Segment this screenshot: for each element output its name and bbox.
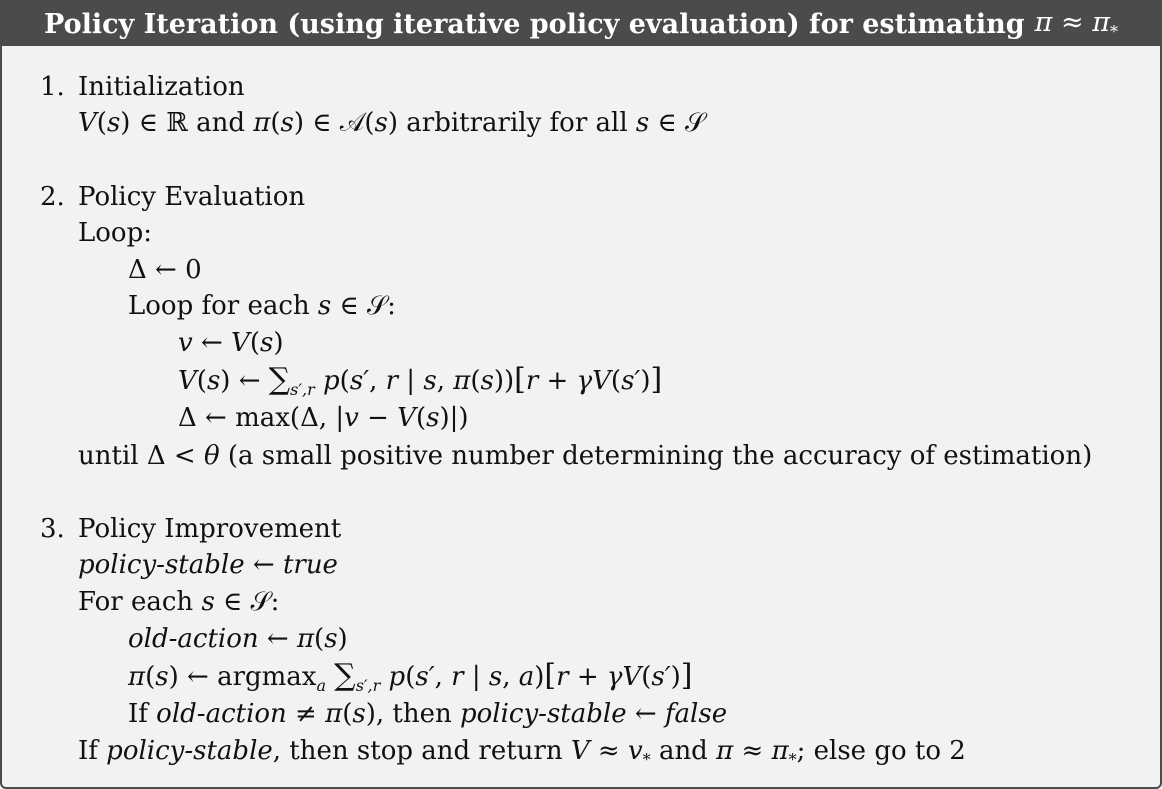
old-action-assign: old-action ← π(s) — [128, 624, 348, 654]
until-line: until Δ < θ (a small positive number determining the accuracy of estimation) — [78, 441, 1093, 471]
delta-init: Δ ← 0 — [128, 255, 202, 285]
v-assign: v ← V(s) — [178, 328, 284, 358]
bellman-update: V(s) ← $\sum_{s',r}$ p(s′, r | s, π(s))[r + γV(s′)] — [178, 362, 663, 399]
title-text: Policy Iteration (using iterative policy evaluation) for estimating — [44, 8, 1025, 40]
loop-label: Loop: — [78, 218, 152, 248]
title-math: $\pi \approx \pi_*$ — [1034, 7, 1118, 41]
delta-update: Δ ← max(Δ, |v − V(s)|) — [178, 403, 469, 433]
policy-update: π(s) ← argmax$_a$ $\sum_{s',r}$ p(s′, r | s, a)[r + γV(s′)] — [128, 658, 693, 695]
if-changed-line: If old-action ≠ π(s), then policy-stable ← false — [128, 699, 728, 729]
algorithm-title — [2, 2, 1160, 46]
algorithm-box: Policy Iteration (using iterative policy evaluation) for estimating $\pi \approx \pi_*$ 1. Initialization V(s) ∈ ℝ and π(s) ∈ 𝒜(s) arbitrarily for all s ∈ 𝒮 2. Policy Evaluation Loop: Δ ← 0 Loop for each s ∈ 𝒮: v ← V(s) V(s) ← $\sum_{s',r}$ p(s′, r | s, π(s))[r + γV(s′)] Δ ← max(Δ, |v − V(s)|) until Δ < θ (a small positive number determining the accuracy of estimation) 3. Policy Improvement policy-stable ← true For each s ∈ 𝒮: old-action ← π(s) π(s) ← argmax$_a$ $\sum_{s',r}$ p(s′, r | s, a)[r + γV(s′)] If old-action ≠ π(s), then policy-stable ← false If policy-stable, then stop and return $V \approx v_*$ and $\pi \approx \pi_*$; else go to 2 — [0, 0, 1162, 789]
final-line: If policy-stable, then stop and return $V \approx v_*$ and $\pi \approx \pi_*$; else go to 2 — [78, 736, 966, 769]
for-each-line: For each s ∈ 𝒮: — [78, 587, 280, 617]
init-line: V(s) ∈ ℝ and π(s) ∈ 𝒜(s) arbitrarily for all s ∈ 𝒮 — [78, 108, 706, 138]
stable-init: policy-stable ← true — [78, 550, 338, 580]
loop-each-line: Loop for each s ∈ 𝒮: — [128, 291, 396, 321]
